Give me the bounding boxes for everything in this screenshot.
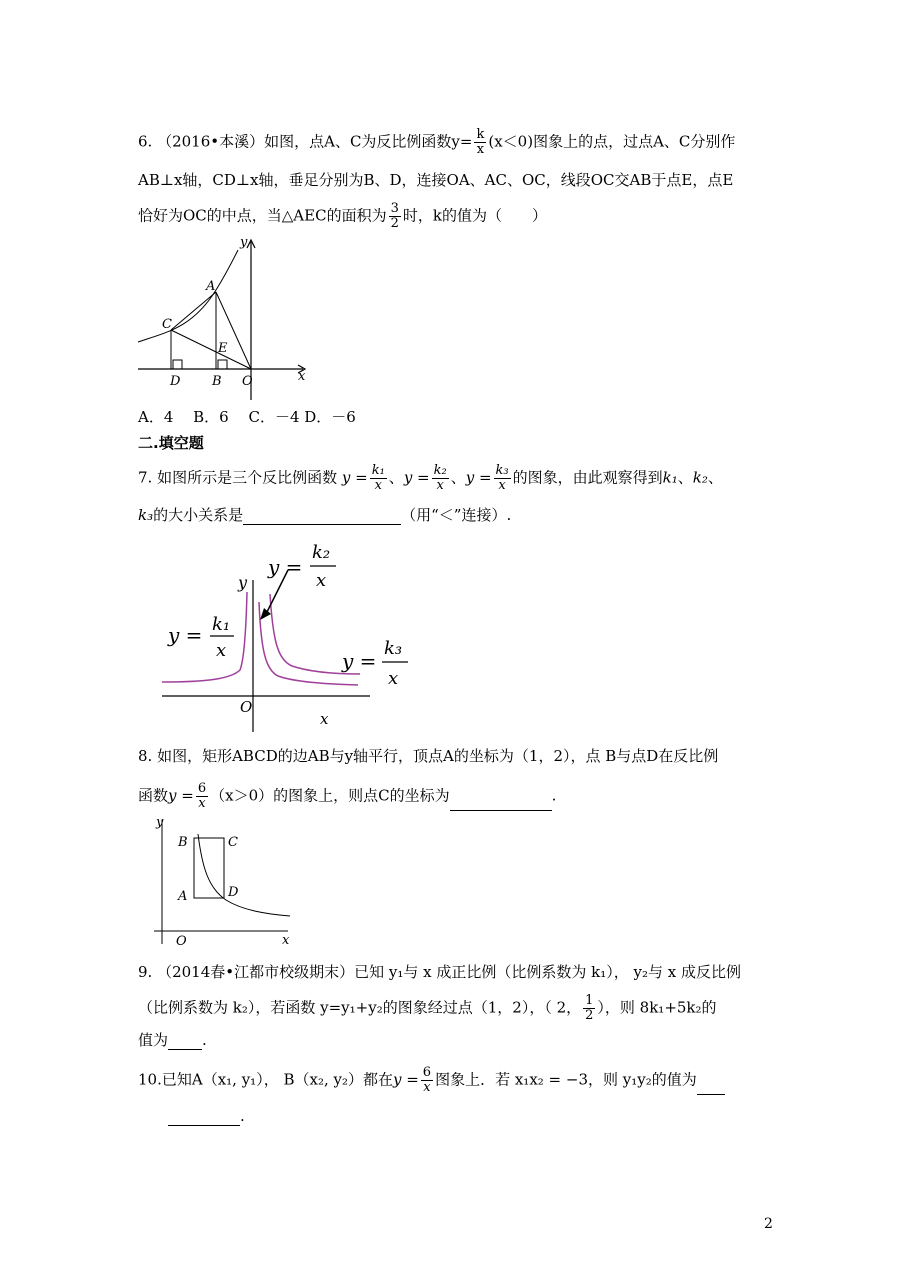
q6-line3: 恰好为OC的中点，当△AEC的面积为 $\frac{3}{2}$ 时，k的值为（ ） (138, 201, 547, 231)
q9-line3: 值为 . (138, 1031, 207, 1049)
q9-line1: 9. （2014春•江都市校级期末）已知 y₁与 x 成正比例（比例系数为 k₁）， y₂与 x 成反比例 (138, 963, 741, 981)
q7-eq3-lhs: y = (342, 649, 377, 673)
q10-answer-blank-2[interactable] (168, 1109, 240, 1126)
q10-fraction: $\frac{6}{x}$ (422, 1065, 432, 1095)
q7-line2: k₃的大小关系是 （用“＜”连接）. (138, 506, 512, 524)
q8-fraction: $\frac{6}{x}$ (197, 781, 207, 811)
q8-line1: 8. 如图，矩形ABCD的边AB与y轴平行，顶点A的坐标为（1，2），点 B与点D在反比例 (138, 747, 719, 765)
q8-answer-blank[interactable] (450, 794, 552, 811)
q6-label-C: C (162, 317, 172, 332)
q8-label-B: B (178, 835, 188, 850)
q8-label-O: O (176, 934, 187, 949)
q8-figure (150, 816, 300, 951)
q6-number: 6. (138, 132, 153, 151)
q7-frac2: $\frac{\text{k₂}}{x}$ (433, 463, 447, 493)
q7-frac1: $\frac{\text{k₁}}{x}$ (371, 463, 385, 493)
q6-label-E: E (218, 341, 228, 356)
q7-figure (160, 542, 410, 732)
q6-line1: 6. （2016•本溪）如图，点A、C为反比例函数y= $\frac{k}{x}$ (x＜0)图象上的点，过点A、C分别作 (138, 127, 736, 157)
q8-label-D: D (228, 885, 239, 900)
q9-line2: （比例系数为 k₂），若函数 y=y₁+y₂的图象经过点（1，2），（ 2， $\frac{1}{2}$ ），则 8k₁+5k₂的 (138, 993, 717, 1023)
q7-answer-blank[interactable] (243, 508, 401, 525)
q7-eq3-den: x (388, 668, 399, 689)
q6-label-O: O (242, 374, 253, 389)
q7-eq2-lhs: y = (268, 555, 303, 579)
q6-label-A: A (206, 279, 216, 294)
q8-line2: 函数y = $\frac{6}{x}$ （x＞0）的图象上，则点C的坐标为 . (138, 781, 557, 811)
q7-frac3: $\frac{\text{k₃}}{x}$ (495, 463, 509, 493)
q6-label-B: B (212, 374, 222, 389)
q10-line1: 10.已知A（x₁, y₁）， B（x₂, y₂）都在y = $\frac{6}{x}$ 图象上．若 x₁x₂ = −3，则 y₁y₂的值为 (138, 1066, 725, 1095)
page-number: 2 (764, 1216, 773, 1232)
q9-fraction: $\frac{1}{2}$ (585, 993, 594, 1023)
q6-label-D: D (170, 374, 181, 389)
q6-fraction: $\frac{k}{x}$ (476, 127, 485, 157)
q7-eq2-num: k₂ (312, 542, 331, 563)
q6-figure (138, 232, 313, 402)
q7-label-x: x (320, 710, 329, 728)
q6-condition: (x＜0) (488, 132, 534, 151)
q7-eq1-lhs: y = (168, 623, 203, 647)
q7-eq1-den: x (216, 640, 227, 661)
q7-eq3-num: k₃ (384, 638, 403, 659)
q6-label-y: y (240, 235, 248, 250)
q7-eq2-den: x (316, 570, 327, 591)
q6-text: （2016•本溪）如图，点A、C为反比例函数y= (157, 132, 473, 151)
q7-line1: 7. 如图所示是三个反比例函数 y = $\frac{\text{k₁}}{x}$ 、y = $\frac{\text{k₂}}{x}$ 、y = $\frac{\text{k₃}}{x}$ 的图象，由此观察得到k₁、k₂、 (138, 463, 723, 493)
q9-answer-blank[interactable] (168, 1033, 202, 1050)
q6-label-x: x (298, 369, 306, 384)
q10-answer-blank-1[interactable] (697, 1078, 725, 1095)
q8-label-x: x (282, 933, 290, 948)
q8-label-A: A (178, 889, 188, 904)
q10-line2: . (168, 1106, 245, 1126)
q6-line2: AB⊥x轴，CD⊥x轴，垂足分别为B、D，连接OA、AC、OC，线段OC交AB于点E，点E (138, 171, 734, 189)
q8-label-y: y (156, 815, 164, 830)
q7-label-y: y (238, 573, 248, 592)
q8-label-C: C (228, 835, 238, 850)
q6-area-fraction: $\frac{3}{2}$ (390, 201, 399, 231)
q7-eq1-num: k₁ (212, 614, 231, 635)
q7-label-O: O (240, 698, 253, 716)
section-title: 二.填空题 (138, 434, 204, 452)
q6-options: A．4 B．6 C．－4 D．－6 (138, 408, 356, 426)
